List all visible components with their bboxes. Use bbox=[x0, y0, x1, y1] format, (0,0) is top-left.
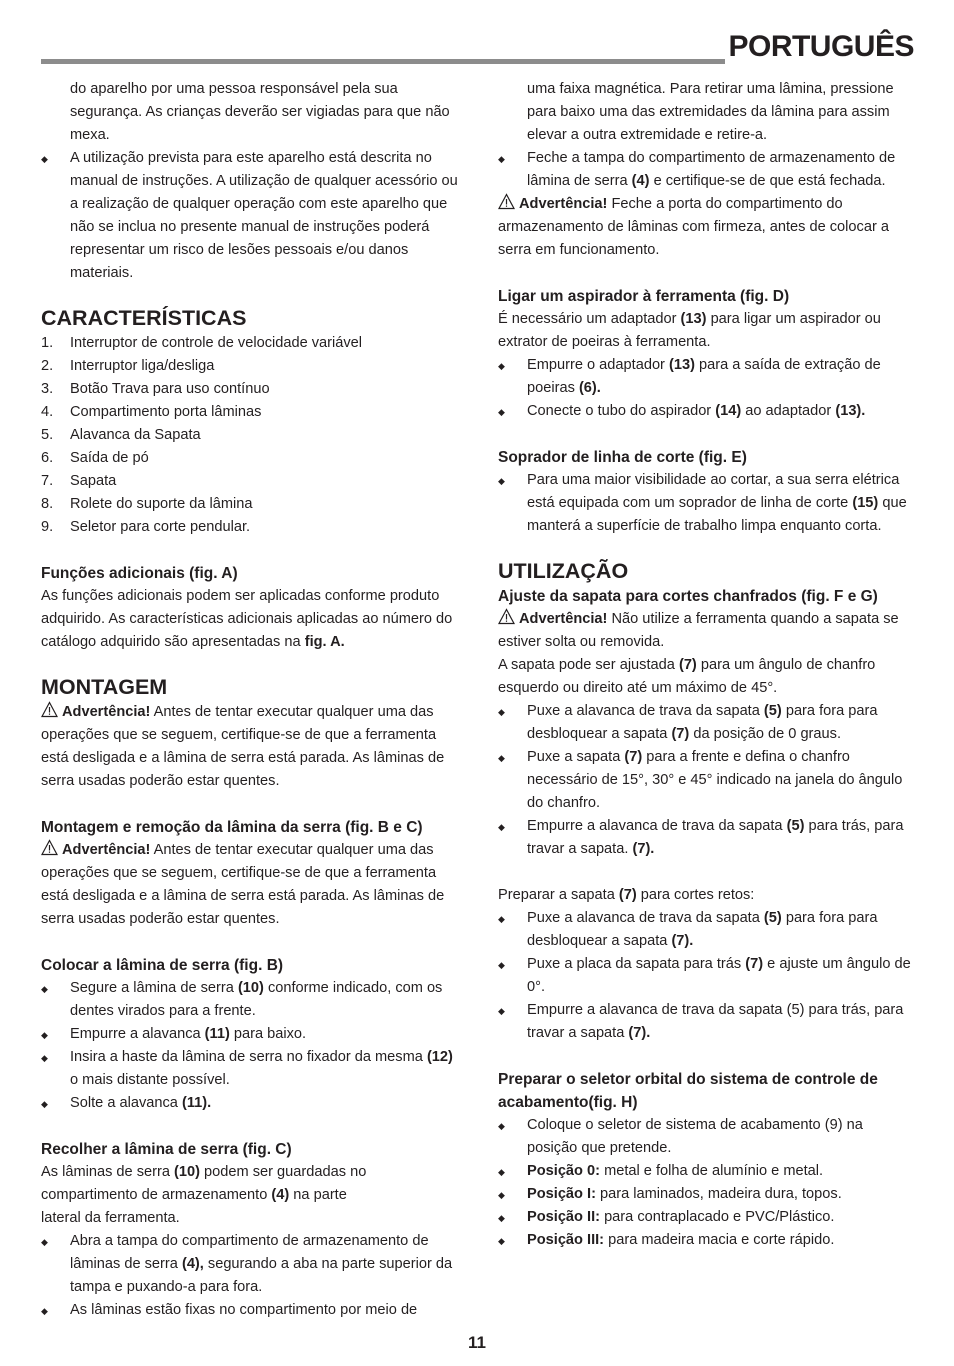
continued-paragraph: uma faixa magnética. Para retirar uma lâmina, pressione para baixo uma das extremidades da lâmina para assim elevar a outra extremidade e retire-a. bbox=[527, 81, 894, 143]
left-column bbox=[41, 78, 459, 1322]
recolher-paragraph: As lâminas de serra (10) podem ser guardadas no compartimento de armazenamento (4) na parte lateral da ferramenta. bbox=[41, 1164, 367, 1226]
feature-item bbox=[41, 332, 459, 355]
list-item: ◆ Conecte o tubo do aspirador (14) ao adaptador (13). bbox=[498, 400, 914, 423]
page-number: 11 bbox=[468, 1333, 486, 1352]
section-heading-caracteristicas: CARACTERÍSTICAS bbox=[41, 306, 247, 330]
list-item: ◆ Puxe a alavanca de trava da sapata (5) para fora para desbloquear a sapata (7) da posição de 0 graus. bbox=[498, 700, 914, 746]
subheading-aspirador: Ligar um aspirador à ferramenta (fig. D) bbox=[498, 288, 790, 305]
subheading-colocar: Colocar a lâmina de serra (fig. B) bbox=[41, 957, 284, 974]
item-number: 5. bbox=[41, 427, 54, 443]
item-text: Rolete do suporte da lâmina bbox=[70, 496, 253, 512]
list-item: ◆ Empurre a alavanca de trava da sapata (5) para trás, para travar a sapata. (7). bbox=[498, 815, 914, 861]
warning-icon bbox=[498, 193, 515, 210]
list-item: ◆ A utilização prevista para este aparelho está descrita no manual de instruções. A utilização de qualquer acessório ou a realização de qualquer operação com este aparelho que não se inclua no presente manual de instruções poderá representar um risco de lesões pessoais e/ou danos materiais. bbox=[41, 147, 459, 285]
feature-item bbox=[41, 424, 459, 447]
sapata-paragraph: A sapata pode ser ajustada (7) para um ângulo de chanfro esquerdo ou direito até um máximo de 45°. bbox=[498, 657, 876, 696]
language-title: PORTUGUÊS bbox=[728, 30, 914, 63]
item-text: Interruptor de controle de velocidade variável bbox=[70, 335, 363, 351]
subheading-ajuste-sapata: Ajuste da sapata para cortes chanfrados (fig. F e G) bbox=[498, 588, 878, 605]
item-number: 1. bbox=[41, 335, 54, 351]
subheading-seletor: Preparar o seletor orbital do sistema de controle de acabamento(fig. H) bbox=[498, 1071, 878, 1111]
item-number: 4. bbox=[41, 404, 54, 420]
bullet-list bbox=[498, 700, 914, 861]
bullet-list bbox=[498, 469, 914, 538]
warning-icon bbox=[41, 701, 58, 718]
feature-item bbox=[41, 493, 459, 516]
list-item: ◆ Posição III: para madeira macia e corte rápido. bbox=[498, 1229, 914, 1252]
list-item: ◆ Posição I: para laminados, madeira dura, topos. bbox=[498, 1183, 914, 1206]
subheading-funcoes: Funções adicionais (fig. A) bbox=[41, 565, 238, 582]
aspirador-paragraph: É necessário um adaptador (13) para ligar um aspirador ou extrator de poeiras à ferramenta. bbox=[498, 311, 881, 350]
section-heading-utilizacao: UTILIZAÇÃO bbox=[498, 559, 629, 583]
item-text: Botão Trava para uso contínuo bbox=[70, 381, 270, 397]
list-item: ◆ Puxe a alavanca de trava da sapata (5) para fora para desbloquear a sapata (7). bbox=[498, 907, 914, 953]
warning-paragraph: Advertência! Antes de tentar executar qualquer uma das operações que se seguem, certifique-se de que a ferramenta está desligada e a lâmina de serra está parada. As lâminas de serra usadas poderão estar quentes. bbox=[41, 701, 459, 793]
bullet-list bbox=[498, 354, 914, 423]
list-item: ◆ Segure a lâmina de serra (10) conforme indicado, com os dentes virados para a frente. bbox=[41, 977, 459, 1023]
list-item: ◆ Coloque o seletor de sistema de acabamento (9) na posição que pretende. bbox=[498, 1114, 914, 1160]
bullet-list bbox=[41, 1230, 459, 1322]
bullet-list bbox=[498, 907, 914, 1045]
feature-item bbox=[41, 378, 459, 401]
right-column bbox=[498, 78, 914, 1252]
list-item: ◆ Empurre a alavanca de trava da sapata (5) para trás, para travar a sapata (7). bbox=[498, 999, 914, 1045]
feature-item bbox=[41, 401, 459, 424]
warning-paragraph: Advertência! Não utilize a ferramenta quando a sapata se estiver solta ou removida. bbox=[498, 608, 914, 654]
item-number: 7. bbox=[41, 473, 54, 489]
list-item: ◆ Feche a tampa do compartimento de armazenamento de lâmina de serra (4) e certifique-se de que está fechada. bbox=[498, 147, 914, 193]
item-number: 9. bbox=[41, 519, 54, 535]
list-item: ◆ Solte a alavanca (11). bbox=[41, 1092, 459, 1115]
bullet-list bbox=[41, 977, 459, 1115]
item-text: Saída de pó bbox=[70, 450, 149, 466]
feature-item bbox=[41, 447, 459, 470]
list-item: ◆ Posição II: para contraplacado e PVC/Plástico. bbox=[498, 1206, 914, 1229]
item-text: Seletor para corte pendular. bbox=[70, 519, 251, 535]
feature-item bbox=[41, 355, 459, 378]
features-list bbox=[41, 332, 459, 539]
warning-icon bbox=[41, 839, 58, 856]
list-item: ◆ Abra a tampa do compartimento de armazenamento de lâminas de serra (4), segurando a aba na parte superior da tampa e puxando-a para fora. bbox=[41, 1230, 459, 1299]
subheading-recolher: Recolher a lâmina de serra (fig. C) bbox=[41, 1141, 292, 1158]
bullet-list bbox=[41, 147, 459, 285]
cortes-retos-paragraph: Preparar a sapata (7) para cortes retos: bbox=[498, 887, 755, 903]
warning-paragraph: Advertência! Feche a porta do compartimento do armazenamento de lâminas com firmeza, antes de colocar a serra em funcionamento. bbox=[498, 193, 914, 262]
list-item: ◆ Posição 0: metal e folha de alumínio e metal. bbox=[498, 1160, 914, 1183]
section-heading-montagem: MONTAGEM bbox=[41, 675, 168, 699]
header-rule bbox=[41, 59, 725, 64]
feature-item bbox=[41, 516, 459, 539]
list-item: ◆ Para uma maior visibilidade ao cortar, a sua serra elétrica está equipada com um soprador de linha de corte (15) que manterá a superfície de trabalho limpa enquanto corta. bbox=[498, 469, 914, 538]
list-item: ◆ Empurre a alavanca (11) para baixo. bbox=[41, 1023, 459, 1046]
item-text: Interruptor liga/desliga bbox=[70, 358, 215, 374]
feature-item bbox=[41, 470, 459, 493]
item-number: 8. bbox=[41, 496, 54, 512]
item-text: Compartimento porta lâminas bbox=[70, 404, 262, 420]
list-item: ◆ Insira a haste da lâmina de serra no fixador da mesma (12) o mais distante possível. bbox=[41, 1046, 459, 1092]
item-text: Sapata bbox=[70, 473, 117, 489]
warning-icon bbox=[498, 608, 515, 625]
funcoes-paragraph: As funções adicionais podem ser aplicadas conforme produto adquirido. As características adicionais aplicadas ao número do catálogo adquirido são apresentadas na fig. A. bbox=[41, 588, 453, 650]
list-item: ◆ As lâminas estão fixas no compartimento por meio de bbox=[41, 1299, 459, 1322]
list-item: ◆ Empurre o adaptador (13) para a saída de extração de poeiras (6). bbox=[498, 354, 914, 400]
item-text: Alavanca da Sapata bbox=[70, 427, 201, 443]
subheading-soprador: Soprador de linha de corte (fig. E) bbox=[498, 449, 747, 466]
continued-paragraph: do aparelho por uma pessoa responsável pela sua segurança. As crianças deverão ser vigiadas para que não mexa. bbox=[70, 81, 450, 143]
warning-paragraph: Advertência! Antes de tentar executar qualquer uma das operações que se seguem, certifique-se de que a ferramenta está desligada e a lâmina de serra está parada. As lâminas de serra usadas poderão estar quentes. bbox=[41, 839, 459, 931]
bullet-list bbox=[498, 147, 914, 193]
item-number: 2. bbox=[41, 358, 54, 374]
item-number: 6. bbox=[41, 450, 54, 466]
subheading-montagem-remocao: Montagem e remoção da lâmina da serra (fig. B e C) bbox=[41, 819, 423, 836]
list-item: ◆ Puxe a sapata (7) para a frente e defina o chanfro necessário de 15°, 30° e 45° indicado na janela do ângulo do chanfro. bbox=[498, 746, 914, 815]
list-item: ◆ Puxe a placa da sapata para trás (7) e ajuste um ângulo de 0°. bbox=[498, 953, 914, 999]
bullet-list bbox=[498, 1114, 914, 1252]
item-number: 3. bbox=[41, 381, 54, 397]
